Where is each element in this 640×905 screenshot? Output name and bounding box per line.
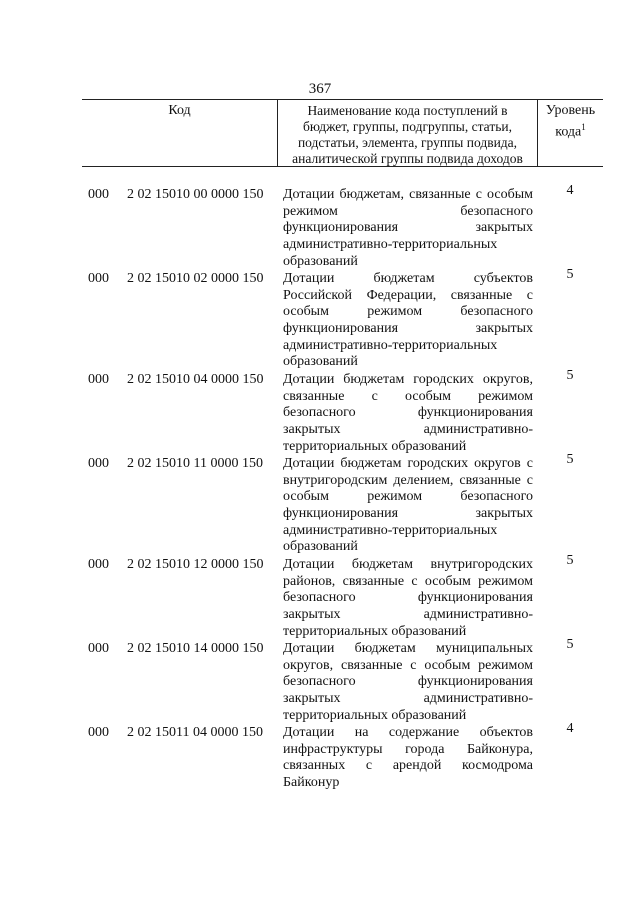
row-description-line: режимом безопасного [283, 203, 533, 219]
row-level: 5 [566, 637, 574, 652]
row-description [283, 372, 533, 455]
row-income-code: 2 02 15010 11 0000 150 [127, 456, 263, 471]
row-income-code: 2 02 15010 00 0000 150 [127, 187, 264, 202]
row-description-line: административно-территориальных [283, 337, 498, 353]
row-description-line: территориальных образований [283, 623, 467, 639]
row-description-line: особым режимом безопасного [283, 489, 533, 505]
header-name: Наименование кода поступлений в бюджет, группы, подгруппы, статьи, подстатьи, элемента, группы подвида, аналитической группы подвида доходов [278, 100, 538, 166]
row-level: 5 [566, 452, 574, 467]
row-level: 4 [566, 721, 574, 736]
row-description-line: Байконур [283, 775, 340, 791]
row-description-line: особым режимом безопасного [283, 304, 533, 320]
row-group-code: 000 [88, 725, 109, 740]
row-income-code: 2 02 15010 14 0000 150 [127, 641, 264, 656]
row-description-line: закрытых административно- [283, 422, 533, 438]
row-income-code: 2 02 15010 12 0000 150 [127, 557, 264, 572]
row-description-line: Дотации бюджетам муниципальных [283, 641, 533, 656]
row-description-line: округов, связанные с особым режимом [283, 657, 533, 673]
row-description-line: функционирования закрытых [283, 321, 533, 337]
row-description [283, 557, 533, 640]
row-description-line: инфраструктуры города Байконура, [283, 741, 533, 757]
row-description-line: Дотации бюджетам городских округов, [283, 372, 533, 387]
row-description [283, 725, 533, 792]
table-header [82, 99, 603, 167]
row-description-line: функционирования закрытых [283, 220, 533, 236]
row-description-line: закрытых административно- [283, 607, 533, 623]
header-level-footnote: 1 [581, 122, 586, 132]
row-group-code: 000 [88, 641, 109, 656]
row-description [283, 641, 533, 724]
row-description-line: Дотации бюджетам, связанные с особым [283, 187, 533, 202]
row-level: 5 [566, 368, 574, 383]
row-description-line: Российской Федерации, связанные с [283, 287, 533, 303]
row-income-code: 2 02 15010 04 0000 150 [127, 372, 264, 387]
header-level-label: Уровень кода [545, 103, 596, 140]
row-description-line: районов, связанные с особым режимом [283, 573, 533, 589]
row-description-line: Дотации бюджетам субъектов [283, 271, 533, 286]
row-level: 4 [566, 183, 574, 198]
row-group-code: 000 [88, 372, 109, 387]
row-description [283, 187, 533, 270]
row-income-code: 2 02 15010 02 0000 150 [127, 271, 264, 286]
row-group-code: 000 [88, 557, 109, 572]
row-description-line: связанные с особым режимом [283, 388, 533, 404]
row-description-line: внутригородским делением, связанные с [283, 472, 533, 488]
row-description [283, 456, 533, 556]
row-description-line: территориальных образований [283, 438, 467, 454]
row-description-line: связанных с арендой космодрома [283, 758, 533, 774]
header-level [538, 100, 603, 166]
row-description-line: безопасного функционирования [283, 674, 533, 690]
row-description-line: закрытых административно- [283, 691, 533, 707]
row-description-line: Дотации на содержание объектов [283, 725, 533, 740]
row-group-code: 000 [88, 187, 109, 202]
row-description-line: административно-территориальных [283, 522, 498, 538]
page-number: 367 [308, 81, 332, 97]
row-group-code: 000 [88, 456, 109, 471]
row-level: 5 [566, 553, 574, 568]
row-description [283, 271, 533, 371]
row-description-line: безопасного функционирования [283, 405, 533, 421]
row-description-line: административно-территориальных [283, 237, 498, 253]
row-description-line: территориальных образований [283, 707, 467, 723]
header-code: Код [82, 100, 278, 166]
row-level: 5 [566, 267, 574, 282]
row-description-line: Дотации бюджетам городских округов с [283, 456, 533, 471]
row-description-line: Дотации бюджетам внутригородских [283, 557, 533, 572]
row-group-code: 000 [88, 271, 109, 286]
row-description-line: образований [283, 253, 358, 269]
row-income-code: 2 02 15011 04 0000 150 [127, 725, 263, 740]
row-description-line: образований [283, 539, 358, 555]
row-description-line: образований [283, 354, 358, 370]
row-description-line: безопасного функционирования [283, 590, 533, 606]
row-description-line: функционирования закрытых [283, 506, 533, 522]
